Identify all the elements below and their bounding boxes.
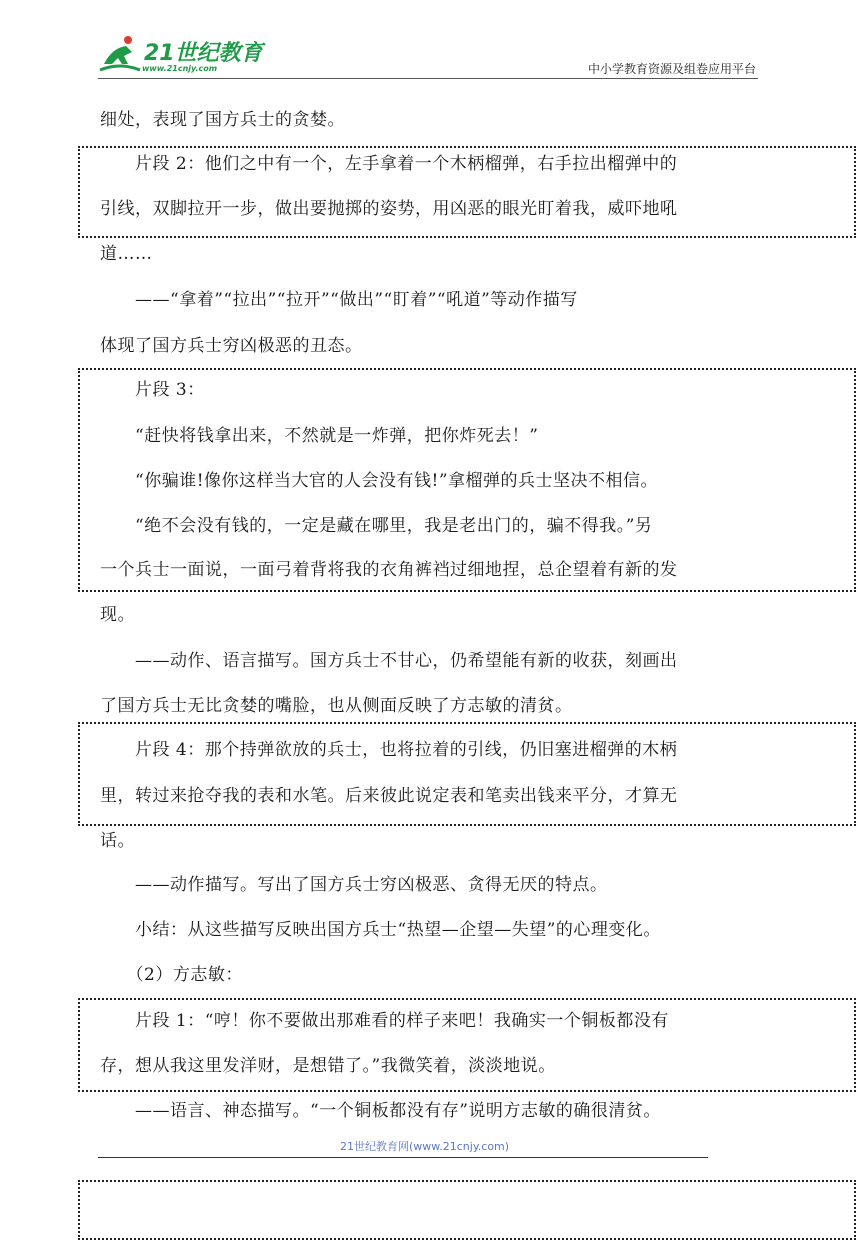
- text-line: 了国方兵士无比贪婪的嘴脸，也从侧面反映了方志敏的清贫。: [100, 696, 573, 716]
- header-divider: [98, 78, 758, 79]
- footer-watermark: 21世纪教育网(www.21cnjy.com): [340, 1140, 510, 1153]
- text-line: ——动作描写。写出了国方兵士穷凶极恶、贪得无厌的特点。: [100, 875, 608, 895]
- text-line: ——动作、语言描写。国方兵士不甘心，仍希望能有新的收获，刻画出: [100, 651, 678, 671]
- logo-text: 21世纪教育: [144, 41, 263, 66]
- running-figure-icon: [98, 34, 142, 74]
- page-header: [0, 0, 860, 82]
- text-line: 道……: [100, 244, 153, 264]
- text-line: 现。: [100, 605, 135, 625]
- text-line: 小结：从这些描写反映出国方兵士“热望—企望—失望”的心理变化。: [100, 920, 661, 940]
- text-line: 片段 4：那个持弹欲放的兵士，也将拉着的引线，仍旧塞进榴弹的木柄: [100, 740, 678, 760]
- text-line: 话。: [100, 831, 135, 851]
- text-line: 里，转过来抢夺我的表和水笔。后来彼此说定表和笔卖出钱来平分，才算无: [100, 786, 678, 806]
- text-line: “赶快将钱拿出来，不然就是一炸弹，把你炸死去！”: [100, 426, 539, 446]
- text-line: 片段 1：“哼！你不要做出那难看的样子来吧！我确实一个铜板都没有: [100, 1011, 669, 1031]
- footer-divider: [98, 1157, 708, 1158]
- text-line: 存，想从我这里发洋财，是想错了。”我微笑着，淡淡地说。: [100, 1056, 556, 1076]
- text-line: “你骗谁!像你这样当大官的人会没有钱!”拿榴弹的兵士坚决不相信。: [100, 471, 659, 491]
- text-line: 一个兵士一面说，一面弓着背将我的衣角裤裆过细地捏，总企望着有新的发: [100, 560, 678, 580]
- text-line: 体现了国方兵士穷凶极恶的丑态。: [100, 336, 363, 356]
- text-line: ——“拿着”“拉出”“拉开”“做出”“盯着”“吼道”等动作描写: [100, 290, 578, 310]
- text-line: 片段 3：: [100, 380, 205, 400]
- logo-url: www.21cnjy.com: [142, 64, 218, 73]
- site-logo: [98, 34, 263, 78]
- text-line: “绝不会没有钱的，一定是藏在哪里，我是老出门的，骗不得我。”另: [100, 516, 653, 536]
- text-line: （2）方志敏：: [100, 965, 243, 985]
- text-line: ——语言、神态描写。“一个铜板都没有存”说明方志敏的确很清贫。: [100, 1101, 661, 1121]
- text-line: 片段 2：他们之中有一个，左手拿着一个木柄榴弹，右手拉出榴弹中的: [100, 154, 678, 174]
- text-line: 细处，表现了国方兵士的贪婪。: [100, 110, 345, 130]
- text-line: 引线，双脚拉开一步，做出要抛掷的姿势，用凶恶的眼光盯着我，威吓地吼: [100, 199, 678, 219]
- header-tagline: 中小学教育资源及组卷应用平台: [587, 62, 756, 76]
- excerpt-box-6: [78, 1180, 856, 1240]
